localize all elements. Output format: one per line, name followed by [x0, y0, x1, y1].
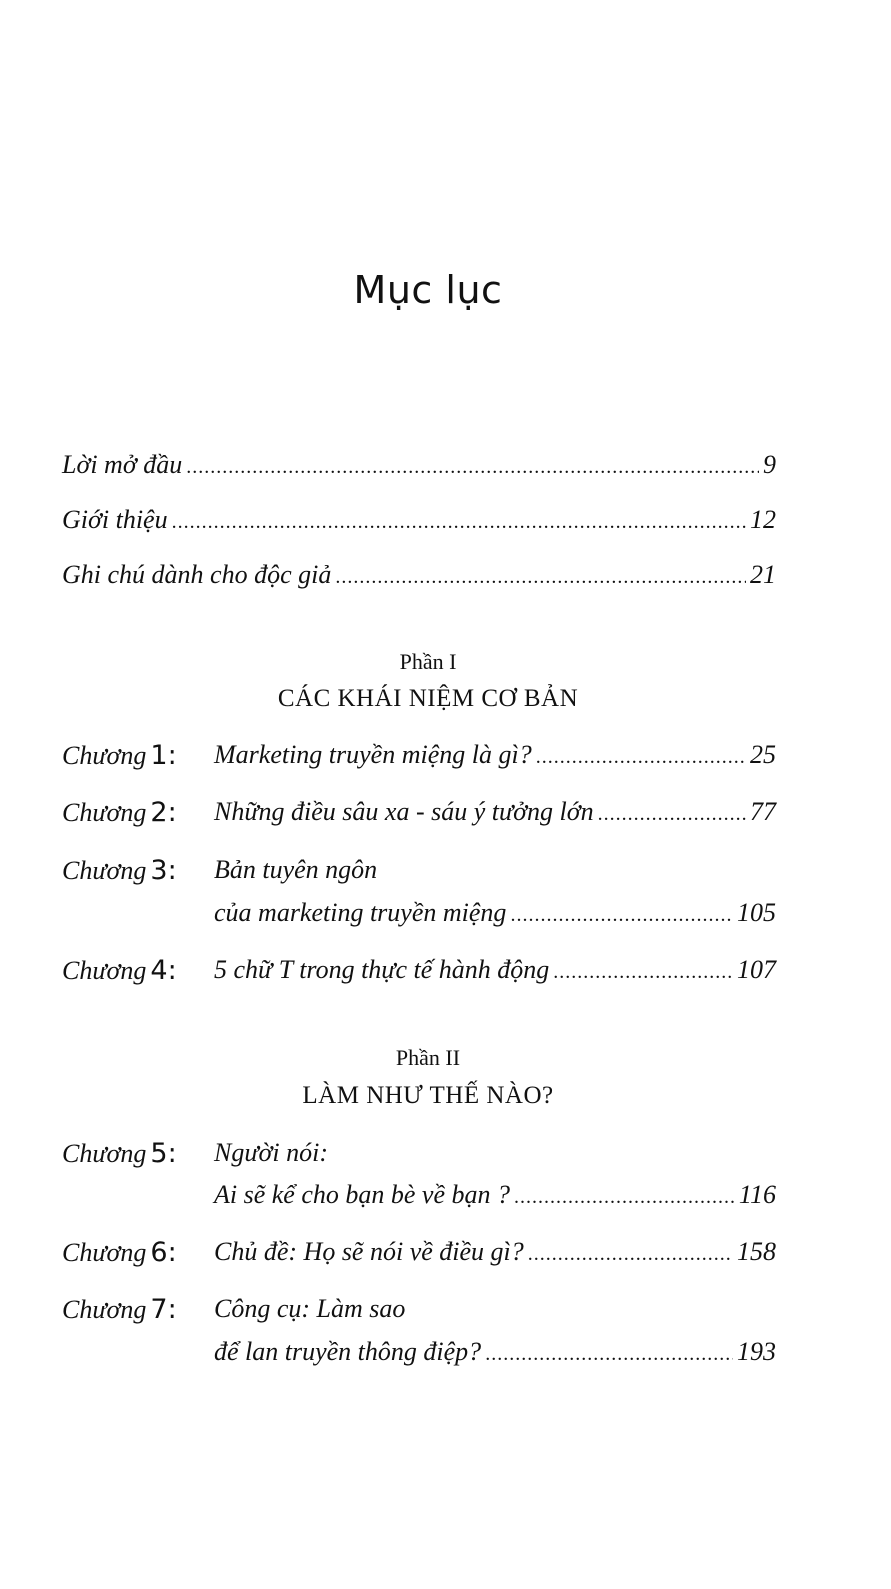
part-label: Phần II	[395, 1045, 461, 1070]
toc-entry-page: 105	[737, 898, 776, 927]
toc-entry-page: 77	[750, 797, 776, 826]
toc-entry-chapter-7[interactable]	[214, 1339, 776, 1365]
chapter-prefix: Chương	[62, 741, 147, 770]
chapter-label	[62, 1140, 177, 1167]
chapter-prefix: Chương	[62, 798, 147, 827]
toc-entry-label: Ghi chú dành cho độc giả	[62, 560, 332, 589]
chapter-title: Những điều sâu xa - sáu ý tưởng lớn	[214, 797, 594, 826]
chapter-number: 5:	[150, 1138, 177, 1169]
chapter-title: Người nói:	[214, 1138, 329, 1167]
chapter-title: 5 chữ T trong thực tế hành động	[214, 955, 550, 984]
chapter-title: Công cụ: Làm sao	[214, 1294, 406, 1323]
toc-entry-page: 158	[737, 1237, 776, 1266]
toc-entry-chapter-5[interactable]	[214, 1182, 776, 1208]
chapter-number: 3:	[150, 855, 177, 886]
chapter-label	[62, 957, 177, 984]
toc-entry-page: 25	[750, 740, 776, 769]
toc-entry-page: 12	[750, 505, 776, 534]
chapter-label	[62, 742, 177, 769]
part-label: Phần I	[399, 649, 457, 674]
toc-entry-page: 21	[750, 560, 776, 589]
chapter-title-line	[214, 1140, 776, 1166]
dot-leader	[335, 567, 746, 587]
dot-leader	[528, 1244, 733, 1264]
dot-leader	[172, 512, 746, 532]
chapter-prefix: Chương	[62, 1238, 147, 1267]
toc-entry-page: 193	[737, 1337, 776, 1366]
chapter-title-continued: Ai sẽ kể cho bạn bè về bạn ?	[214, 1180, 511, 1209]
part-title: CÁC KHÁI NIỆM CƠ BẢN	[277, 685, 579, 712]
dot-leader	[598, 804, 746, 824]
dot-leader	[536, 747, 746, 767]
toc-entry-chapter-1[interactable]	[214, 742, 776, 768]
chapter-label	[62, 1239, 177, 1266]
toc-entry-label: Giới thiệu	[62, 505, 168, 534]
dot-leader	[510, 905, 733, 925]
chapter-prefix: Chương	[62, 956, 147, 985]
chapter-number: 2:	[150, 797, 177, 828]
chapter-title: Marketing truyền miệng là gì?	[214, 740, 532, 769]
chapter-title: Chủ đề: Họ sẽ nói về điều gì?	[214, 1237, 524, 1266]
dot-leader	[514, 1187, 735, 1207]
toc-entry-foreword[interactable]	[62, 452, 776, 478]
toc-entry-chapter-2[interactable]	[214, 799, 776, 825]
chapter-label	[62, 857, 177, 884]
toc-entry-introduction[interactable]	[62, 507, 776, 533]
chapter-prefix: Chương	[62, 1139, 147, 1168]
chapter-title-continued: của marketing truyền miệng	[214, 898, 507, 927]
toc-entry-chapter-6[interactable]	[214, 1239, 776, 1265]
chapter-number: 6:	[150, 1237, 177, 1268]
chapter-number: 7:	[150, 1294, 177, 1325]
chapter-number: 4:	[150, 955, 177, 986]
toc-entry-page: 9	[763, 450, 776, 479]
toc-entry-reader-note[interactable]	[62, 562, 776, 588]
toc-entry-chapter-3[interactable]	[214, 900, 776, 926]
dot-leader	[553, 962, 733, 982]
chapter-label	[62, 1296, 177, 1323]
chapter-title-line	[214, 1296, 776, 1322]
chapter-label	[62, 799, 177, 826]
chapter-prefix: Chương	[62, 856, 147, 885]
chapter-number: 1:	[150, 740, 177, 771]
chapter-title-continued: để lan truyền thông điệp?	[214, 1337, 482, 1366]
toc-entry-page: 116	[738, 1180, 776, 1209]
toc-entry-page: 107	[737, 955, 776, 984]
page-title: Mục lục	[353, 268, 503, 312]
chapter-prefix: Chương	[62, 1295, 147, 1324]
part-title: LÀM NHƯ THẾ NÀO?	[302, 1082, 554, 1109]
chapter-title: Bản tuyên ngôn	[214, 855, 378, 884]
chapter-title-line	[214, 857, 776, 883]
toc-entry-label: Lời mở đầu	[62, 450, 183, 479]
dot-leader	[485, 1344, 733, 1364]
toc-entry-chapter-4[interactable]	[214, 957, 776, 983]
dot-leader	[186, 457, 759, 477]
